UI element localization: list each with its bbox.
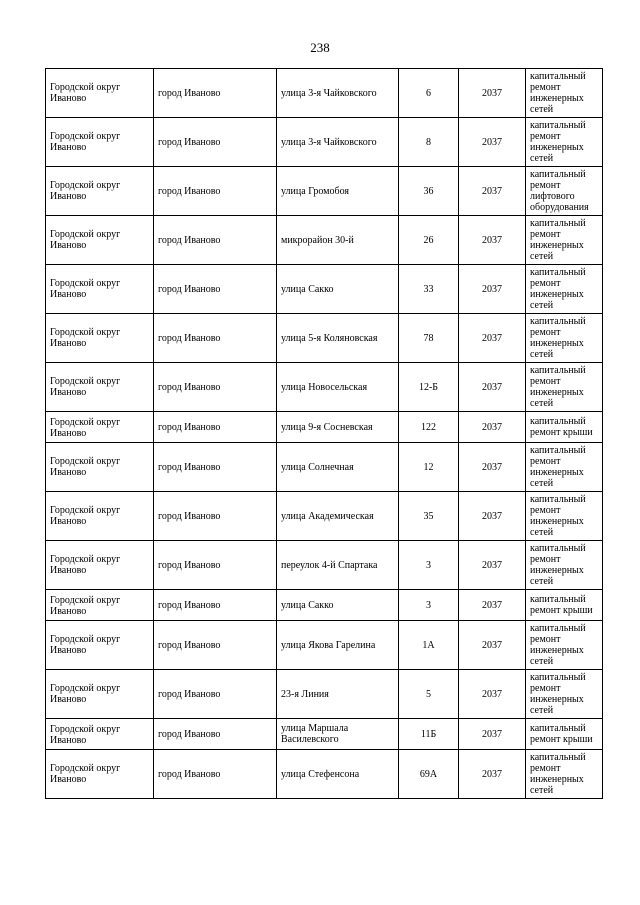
work-type-cell: капитальный ремонт инженерных сетей [526, 216, 603, 265]
table-row [46, 719, 603, 750]
street-cell: улица Якова Гарелина [277, 621, 399, 670]
municipal-district-cell: Городской округ Иваново [46, 118, 154, 167]
municipal-district-cell: Городской округ Иваново [46, 363, 154, 412]
city-cell: город Иваново [154, 363, 277, 412]
street-cell: улица 9-я Сосневская [277, 412, 399, 443]
house-number-cell: 3 [399, 541, 459, 590]
page-number: 238 [310, 40, 330, 55]
street-cell: 23-я Линия [277, 670, 399, 719]
work-type-cell: капитальный ремонт инженерных сетей [526, 118, 603, 167]
municipal-district-cell: Городской округ Иваново [46, 265, 154, 314]
city-cell: город Иваново [154, 69, 277, 118]
repair-year-cell: 2037 [459, 363, 526, 412]
house-number-cell: 6 [399, 69, 459, 118]
table-row [46, 118, 603, 167]
house-number-cell: 5 [399, 670, 459, 719]
work-type-cell: капитальный ремонт крыши [526, 719, 603, 750]
table-row [46, 265, 603, 314]
house-number-cell: 26 [399, 216, 459, 265]
repair-year-cell: 2037 [459, 265, 526, 314]
house-number-cell: 12 [399, 443, 459, 492]
repair-year-cell: 2037 [459, 118, 526, 167]
table-row [46, 750, 603, 799]
house-number-cell: 11Б [399, 719, 459, 750]
repair-year-cell: 2037 [459, 670, 526, 719]
municipal-district-cell: Городской округ Иваново [46, 590, 154, 621]
repair-year-cell: 2037 [459, 412, 526, 443]
work-type-cell: капитальный ремонт крыши [526, 412, 603, 443]
repair-year-cell: 2037 [459, 443, 526, 492]
repair-year-cell: 2037 [459, 590, 526, 621]
city-cell: город Иваново [154, 216, 277, 265]
municipal-district-cell: Городской округ Иваново [46, 719, 154, 750]
street-cell: улица Академическая [277, 492, 399, 541]
municipal-district-cell: Городской округ Иваново [46, 216, 154, 265]
house-number-cell: 122 [399, 412, 459, 443]
city-cell: город Иваново [154, 167, 277, 216]
table-row [46, 167, 603, 216]
street-cell: улица 3-я Чайковского [277, 69, 399, 118]
house-number-cell: 35 [399, 492, 459, 541]
house-number-cell: 8 [399, 118, 459, 167]
table-row [46, 621, 603, 670]
municipal-district-cell: Городской округ Иваново [46, 750, 154, 799]
city-cell: город Иваново [154, 670, 277, 719]
housing-registry-table [45, 68, 603, 799]
repair-year-cell: 2037 [459, 167, 526, 216]
table-row [46, 443, 603, 492]
table-row [46, 412, 603, 443]
municipal-district-cell: Городской округ Иваново [46, 670, 154, 719]
city-cell: город Иваново [154, 412, 277, 443]
street-cell: переулок 4-й Спартака [277, 541, 399, 590]
street-cell: улица Солнечная [277, 443, 399, 492]
municipal-district-cell: Городской округ Иваново [46, 314, 154, 363]
repair-year-cell: 2037 [459, 621, 526, 670]
municipal-district-cell: Городской округ Иваново [46, 492, 154, 541]
municipal-district-cell: Городской округ Иваново [46, 412, 154, 443]
work-type-cell: капитальный ремонт инженерных сетей [526, 69, 603, 118]
work-type-cell: капитальный ремонт лифтового оборудования [526, 167, 603, 216]
repair-year-cell: 2037 [459, 216, 526, 265]
municipal-district-cell: Городской округ Иваново [46, 167, 154, 216]
street-cell: улица Маршала Василевского [277, 719, 399, 750]
city-cell: город Иваново [154, 750, 277, 799]
work-type-cell: капитальный ремонт инженерных сетей [526, 265, 603, 314]
municipal-district-cell: Городской округ Иваново [46, 541, 154, 590]
municipal-district-cell: Городской округ Иваново [46, 621, 154, 670]
work-type-cell: капитальный ремонт инженерных сетей [526, 541, 603, 590]
city-cell: город Иваново [154, 118, 277, 167]
city-cell: город Иваново [154, 621, 277, 670]
work-type-cell: капитальный ремонт инженерных сетей [526, 621, 603, 670]
table-row [46, 670, 603, 719]
house-number-cell: 3 [399, 590, 459, 621]
street-cell: улица Громобоя [277, 167, 399, 216]
house-number-cell: 36 [399, 167, 459, 216]
city-cell: город Иваново [154, 590, 277, 621]
repair-year-cell: 2037 [459, 69, 526, 118]
street-cell: улица 5-я Коляновская [277, 314, 399, 363]
work-type-cell: капитальный ремонт инженерных сетей [526, 670, 603, 719]
street-cell: улица Сакко [277, 265, 399, 314]
street-cell: улица Новосельская [277, 363, 399, 412]
repair-year-cell: 2037 [459, 492, 526, 541]
street-cell: улица Сакко [277, 590, 399, 621]
city-cell: город Иваново [154, 314, 277, 363]
street-cell: улица 3-я Чайковского [277, 118, 399, 167]
repair-year-cell: 2037 [459, 314, 526, 363]
work-type-cell: капитальный ремонт инженерных сетей [526, 750, 603, 799]
work-type-cell: капитальный ремонт крыши [526, 590, 603, 621]
table-row [46, 590, 603, 621]
table-row [46, 216, 603, 265]
municipal-district-cell: Городской округ Иваново [46, 69, 154, 118]
city-cell: город Иваново [154, 719, 277, 750]
house-number-cell: 33 [399, 265, 459, 314]
city-cell: город Иваново [154, 443, 277, 492]
municipal-district-cell: Городской округ Иваново [46, 443, 154, 492]
work-type-cell: капитальный ремонт инженерных сетей [526, 314, 603, 363]
table-row [46, 314, 603, 363]
city-cell: город Иваново [154, 492, 277, 541]
house-number-cell: 78 [399, 314, 459, 363]
table-row [46, 69, 603, 118]
city-cell: город Иваново [154, 265, 277, 314]
table-row [46, 363, 603, 412]
work-type-cell: капитальный ремонт инженерных сетей [526, 443, 603, 492]
house-number-cell: 12-Б [399, 363, 459, 412]
house-number-cell: 69А [399, 750, 459, 799]
work-type-cell: капитальный ремонт инженерных сетей [526, 492, 603, 541]
repair-year-cell: 2037 [459, 750, 526, 799]
city-cell: город Иваново [154, 541, 277, 590]
repair-year-cell: 2037 [459, 719, 526, 750]
street-cell: микрорайон 30-й [277, 216, 399, 265]
work-type-cell: капитальный ремонт инженерных сетей [526, 363, 603, 412]
house-number-cell: 1А [399, 621, 459, 670]
table-row [46, 541, 603, 590]
street-cell: улица Стефенсона [277, 750, 399, 799]
table-body [46, 69, 603, 799]
repair-year-cell: 2037 [459, 541, 526, 590]
table-row [46, 492, 603, 541]
